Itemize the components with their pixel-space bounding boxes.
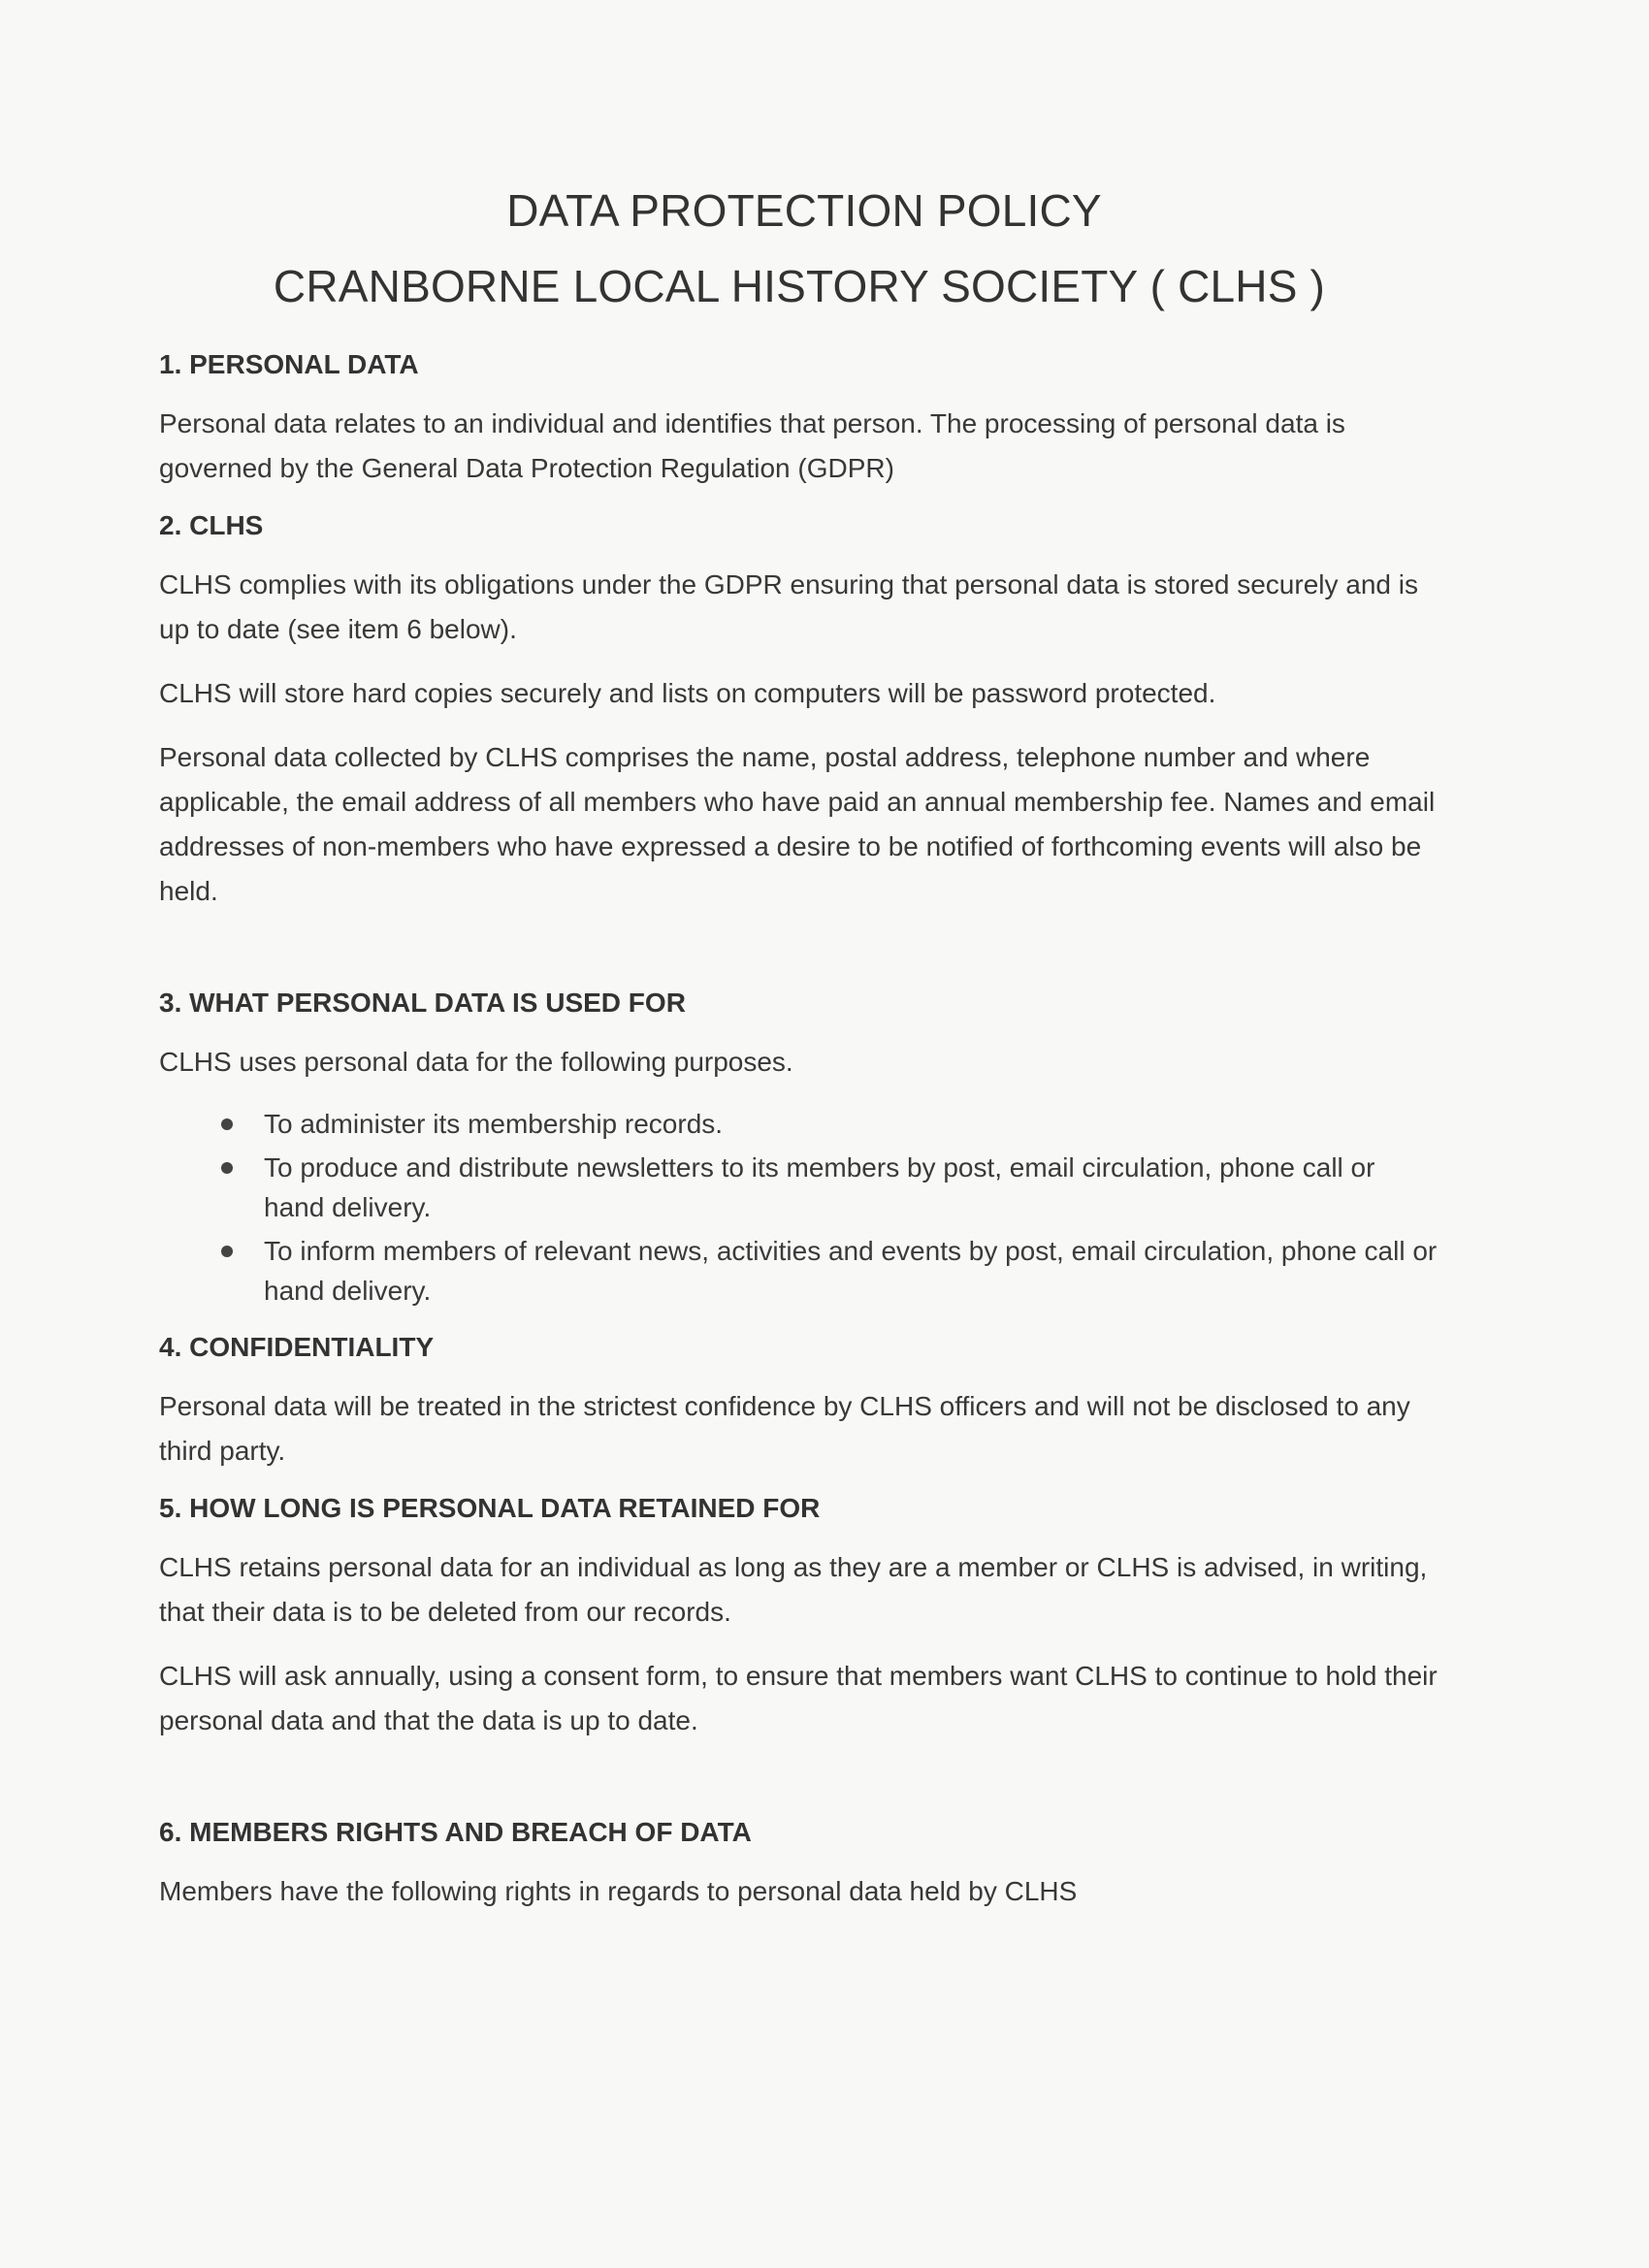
section-member-rights xyxy=(159,1817,1439,1914)
document-subtitle: CRANBORNE LOCAL HISTORY SOCIETY ( CLHS ) xyxy=(273,261,1326,311)
section-paragraph: Personal data relates to an individual and identifies that person. The processing of personal data is governed by the General Data Protection Regulation (GDPR) xyxy=(159,408,1345,483)
section-data-use xyxy=(159,988,1439,1311)
purpose-list xyxy=(159,1104,1439,1311)
section-heading: 6. MEMBERS RIGHTS AND BREACH OF DATA xyxy=(159,1817,752,1847)
section-paragraph: Personal data collected by CLHS comprises the name, postal address, telephone number and where applicable, the email address of all members who have paid an annual membership fee. Names and email addresses of non-members who have expressed a desire to be notified of forthcoming events will also be held. xyxy=(159,742,1436,906)
section-heading: 4. CONFIDENTIALITY xyxy=(159,1332,435,1362)
section-paragraph: CLHS will ask annually, using a consent form, to ensure that members want CLHS to continue to hold their personal data and that the data is up to date. xyxy=(159,1661,1438,1735)
section-heading: 5. HOW LONG IS PERSONAL DATA RETAINED FOR xyxy=(159,1493,821,1523)
document-title: DATA PROTECTION POLICY xyxy=(506,185,1102,236)
purpose-list-item: To inform members of relevant news, activities and events by post, email circulation, phone call or hand delivery. xyxy=(264,1231,1439,1311)
section-heading: 1. PERSONAL DATA xyxy=(159,349,419,379)
section-paragraph: Personal data will be treated in the strictest confidence by CLHS officers and will not be disclosed to any third party. xyxy=(159,1391,1410,1466)
section-heading: 2. CLHS xyxy=(159,510,264,540)
section-retention xyxy=(159,1493,1439,1743)
section-confidentiality xyxy=(159,1332,1439,1474)
section-paragraph: CLHS complies with its obligations under the GDPR ensuring that personal data is stored securely and is up to date (see item 6 below). xyxy=(159,569,1418,644)
section-personal-data xyxy=(159,349,1439,491)
document-content xyxy=(159,184,1439,1933)
section-paragraph: CLHS retains personal data for an individual as long as they are a member or CLHS is advised, in writing, that their data is to be deleted from our records. xyxy=(159,1552,1428,1627)
section-paragraph: CLHS will store hard copies securely and lists on computers will be password protected. xyxy=(159,678,1216,708)
section-paragraph: CLHS uses personal data for the following purposes. xyxy=(159,1047,793,1077)
purpose-list-item: To administer its membership records. xyxy=(264,1104,1439,1144)
section-heading: 3. WHAT PERSONAL DATA IS USED FOR xyxy=(159,988,686,1018)
purpose-list-item: To produce and distribute newsletters to its members by post, email circulation, phone call or hand delivery. xyxy=(264,1148,1439,1227)
section-paragraph: Members have the following rights in regards to personal data held by CLHS xyxy=(159,1876,1078,1906)
section-clhs xyxy=(159,510,1439,914)
